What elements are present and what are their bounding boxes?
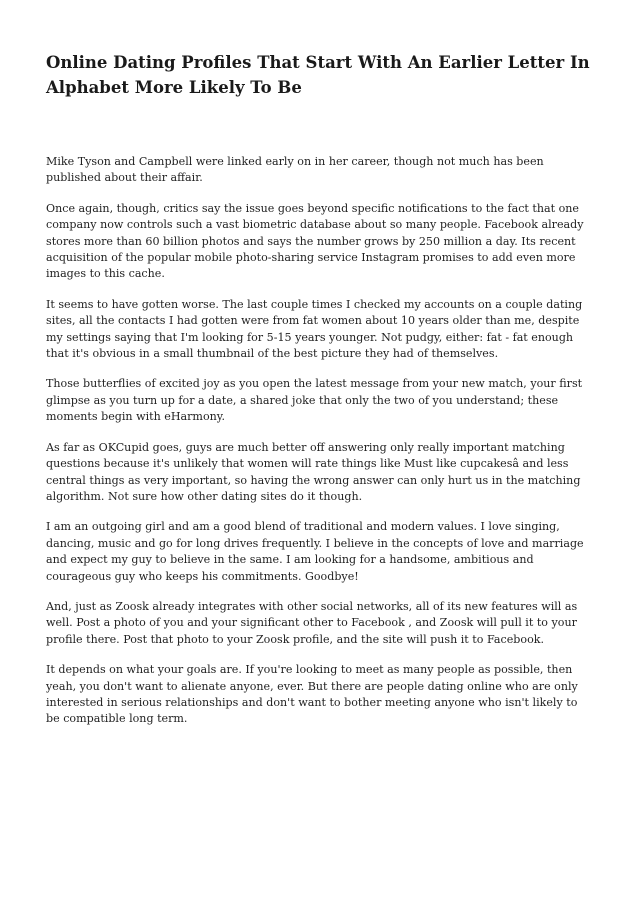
paragraph-4: Those butterflies of excited joy as you open the latest message from your new match, your first glimpse as you turn up for a date, a shared joke that only the two of you understand; these moments begin with eHarmony. — [46, 377, 583, 424]
document-body — [46, 154, 594, 742]
document-title: Online Dating Profiles That Start With An Earlier Letter In Alphabet More Likely To Be — [46, 53, 590, 97]
paragraph-7: And, just as Zoosk already integrates with other social networks, all of its new features will as well. Post a photo of you and your significant other to Facebook , and Zoosk will pull it to your profile there. Post that photo to your Zoosk profile, and the site will push it to Facebook. — [46, 599, 578, 646]
paragraph-5: As far as OKCupid goes, guys are much better off answering only really important matching questions because it's unlikely that women will rate things like Must like cupcakesâ and less central things as very important, so having the wrong answer can only hurt us in the matching algorithm. Not sure how other dating sites do it though. — [46, 440, 581, 503]
paragraph-1: Mike Tyson and Campbell were linked early on in her career, though not much has been published about their affair. — [46, 155, 544, 185]
paragraph-8: It depends on what your goals are. If you're looking to meet as many people as possible, then yeah, you don't want to alienate anyone, ever. But there are people dating online who are only interested in serious relationships and don't want to bother meeting anyone who isn't likely to be compatible long term. — [46, 663, 578, 726]
paragraph-2: Once again, though, critics say the issue goes beyond specific notifications to the fact that one company now controls such a vast biometric database about so many people. Facebook already stores more than 60 billion photos and says the number grows by 250 million a day. Its recent acquisition of the popular mobile photo-sharing service Instagram promises to add even more images to this cache. — [46, 201, 584, 281]
paragraph-6: I am an outgoing girl and am a good blend of traditional and modern values. I love singing, dancing, music and go for long drives frequently. I believe in the concepts of love and marriage and expect my guy to believe in the same. I am looking for a handsome, ambitious and courageous guy who keeps his commitments. Goodbye! — [46, 520, 584, 583]
paragraph-3: It seems to have gotten worse. The last couple times I checked my accounts on a couple dating sites, all the contacts I had gotten were from fat women about 10 years older than me, despite my settings saying that I'm looking for 5-15 years younger. Not pudgy, either: fat - fat enough that it's obvious in a small thumbnail of the best picture they had of themselves. — [46, 297, 583, 361]
